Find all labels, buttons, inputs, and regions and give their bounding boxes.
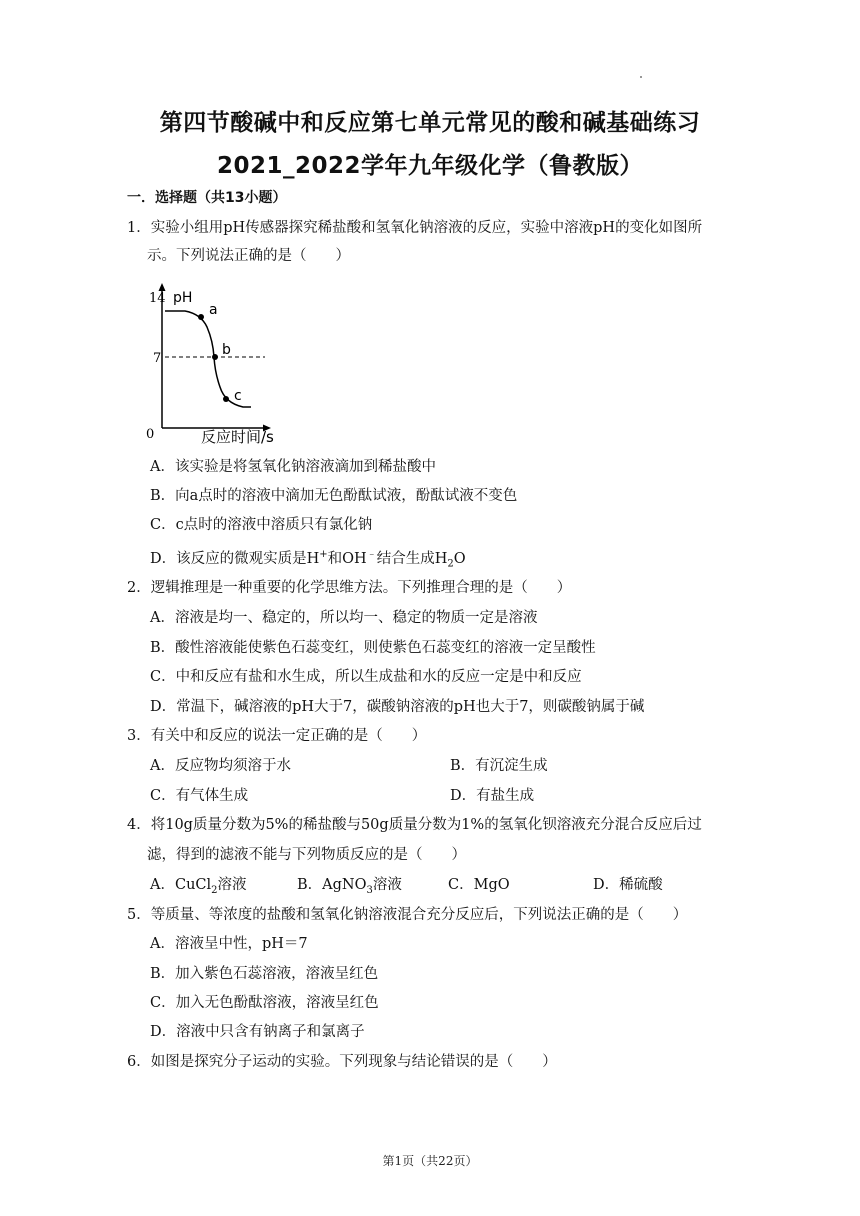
x-axis-label: 反应时间/s xyxy=(201,428,274,446)
q1-option-b: B．向a点时的溶液中滴加无色酚酞试液，酚酞试液不变色 xyxy=(150,488,518,504)
ph-curve-chart xyxy=(143,281,293,446)
q1-stem-line1: 1．实验小组用pH传感器探究稀盐酸和氢氧化钠溶液的反应，实验中溶液pH的变化如图所 xyxy=(127,220,703,236)
q5-option-b: B．加入紫色石蕊溶液，溶液呈红色 xyxy=(150,966,379,982)
scan-dot xyxy=(640,76,642,78)
q5-option-a: A．溶液呈中性，pH＝7 xyxy=(150,936,308,952)
q1-stem-line2: 示。下列说法正确的是（ ） xyxy=(147,248,350,264)
point-b xyxy=(212,354,218,360)
q2-stem: 2．逻辑推理是一种重要的化学思维方法。下列推理合理的是（ ） xyxy=(127,580,572,596)
q4-option-c: C．MgO xyxy=(448,877,510,893)
point-c-label: c xyxy=(234,388,242,404)
q2-option-d: D．常温下，碱溶液的pH大于7，碳酸钠溶液的pH也大于7，则碳酸钠属于碱 xyxy=(150,699,645,715)
q5-stem: 5．等质量、等浓度的盐酸和氢氧化钠溶液混合充分反应后，下列说法正确的是（ ） xyxy=(127,907,688,923)
q4-option-d: D．稀硫酸 xyxy=(593,877,663,893)
q4-option-a: A．CuCl$_2$溶液 xyxy=(150,877,247,896)
q3-option-d: D．有盐生成 xyxy=(450,788,535,804)
q2-option-b: B．酸性溶液能使紫色石蕊变红，则使紫色石蕊变红的溶液一定呈酸性 xyxy=(150,640,596,656)
page-title-line2: 2021_2022学年九年级化学（鲁教版） xyxy=(216,153,644,179)
q6-stem: 6．如图是探究分子运动的实验。下列现象与结论错误的是（ ） xyxy=(127,1054,557,1070)
y-tick-14: 14 xyxy=(149,291,166,306)
q3-stem: 3．有关中和反应的说法一定正确的是（ ） xyxy=(127,728,427,744)
point-c xyxy=(223,396,229,402)
q3-option-a: A．反应物均须溶于水 xyxy=(150,758,291,774)
y-axis-arrow xyxy=(159,283,166,291)
q1-option-d: D．该反应的微观实质是H+和OH﹣结合生成$H_2O$ xyxy=(150,549,466,570)
q1-option-a: A．该实验是将氢氧化钠溶液滴加到稀盐酸中 xyxy=(150,459,436,475)
q4-option-b: B．AgNO$_3$溶液 xyxy=(297,877,402,896)
q2-option-c: C．中和反应有盐和水生成，所以生成盐和水的反应一定是中和反应 xyxy=(150,669,582,685)
point-a-label: a xyxy=(209,302,218,318)
y-tick-7: 7 xyxy=(153,351,162,366)
y-tick-0: 0 xyxy=(146,427,155,442)
q5-option-c: C．加入无色酚酞溶液，溶液呈红色 xyxy=(150,995,379,1011)
page-footer: 第1页（共22页） xyxy=(382,1154,478,1168)
q4-stem-line2: 滤，得到的滤液不能与下列物质反应的是（ ） xyxy=(147,847,466,863)
q1-option-c: C．c点时的溶液中溶质只有氯化钠 xyxy=(150,517,373,533)
page-title-line1: 第四节酸碱中和反应第七单元常见的酸和碱基础练习 xyxy=(159,110,701,136)
q4-stem-line1: 4．将10g质量分数为5%的稀盐酸与50g质量分数为1%的氢氧化钡溶液充分混合反应后过 xyxy=(127,817,702,833)
point-a xyxy=(198,314,204,320)
y-axis-label: pH xyxy=(173,290,193,306)
q2-option-a: A．溶液是均一、稳定的，所以均一、稳定的物质一定是溶液 xyxy=(150,610,538,626)
point-b-label: b xyxy=(222,342,231,358)
q3-option-b: B．有沉淀生成 xyxy=(450,758,548,774)
q5-option-d: D．溶液中只含有钠离子和氯离子 xyxy=(150,1024,365,1040)
q3-option-c: C．有气体生成 xyxy=(150,788,249,804)
section-heading: 一．选择题（共13小题） xyxy=(127,190,287,206)
